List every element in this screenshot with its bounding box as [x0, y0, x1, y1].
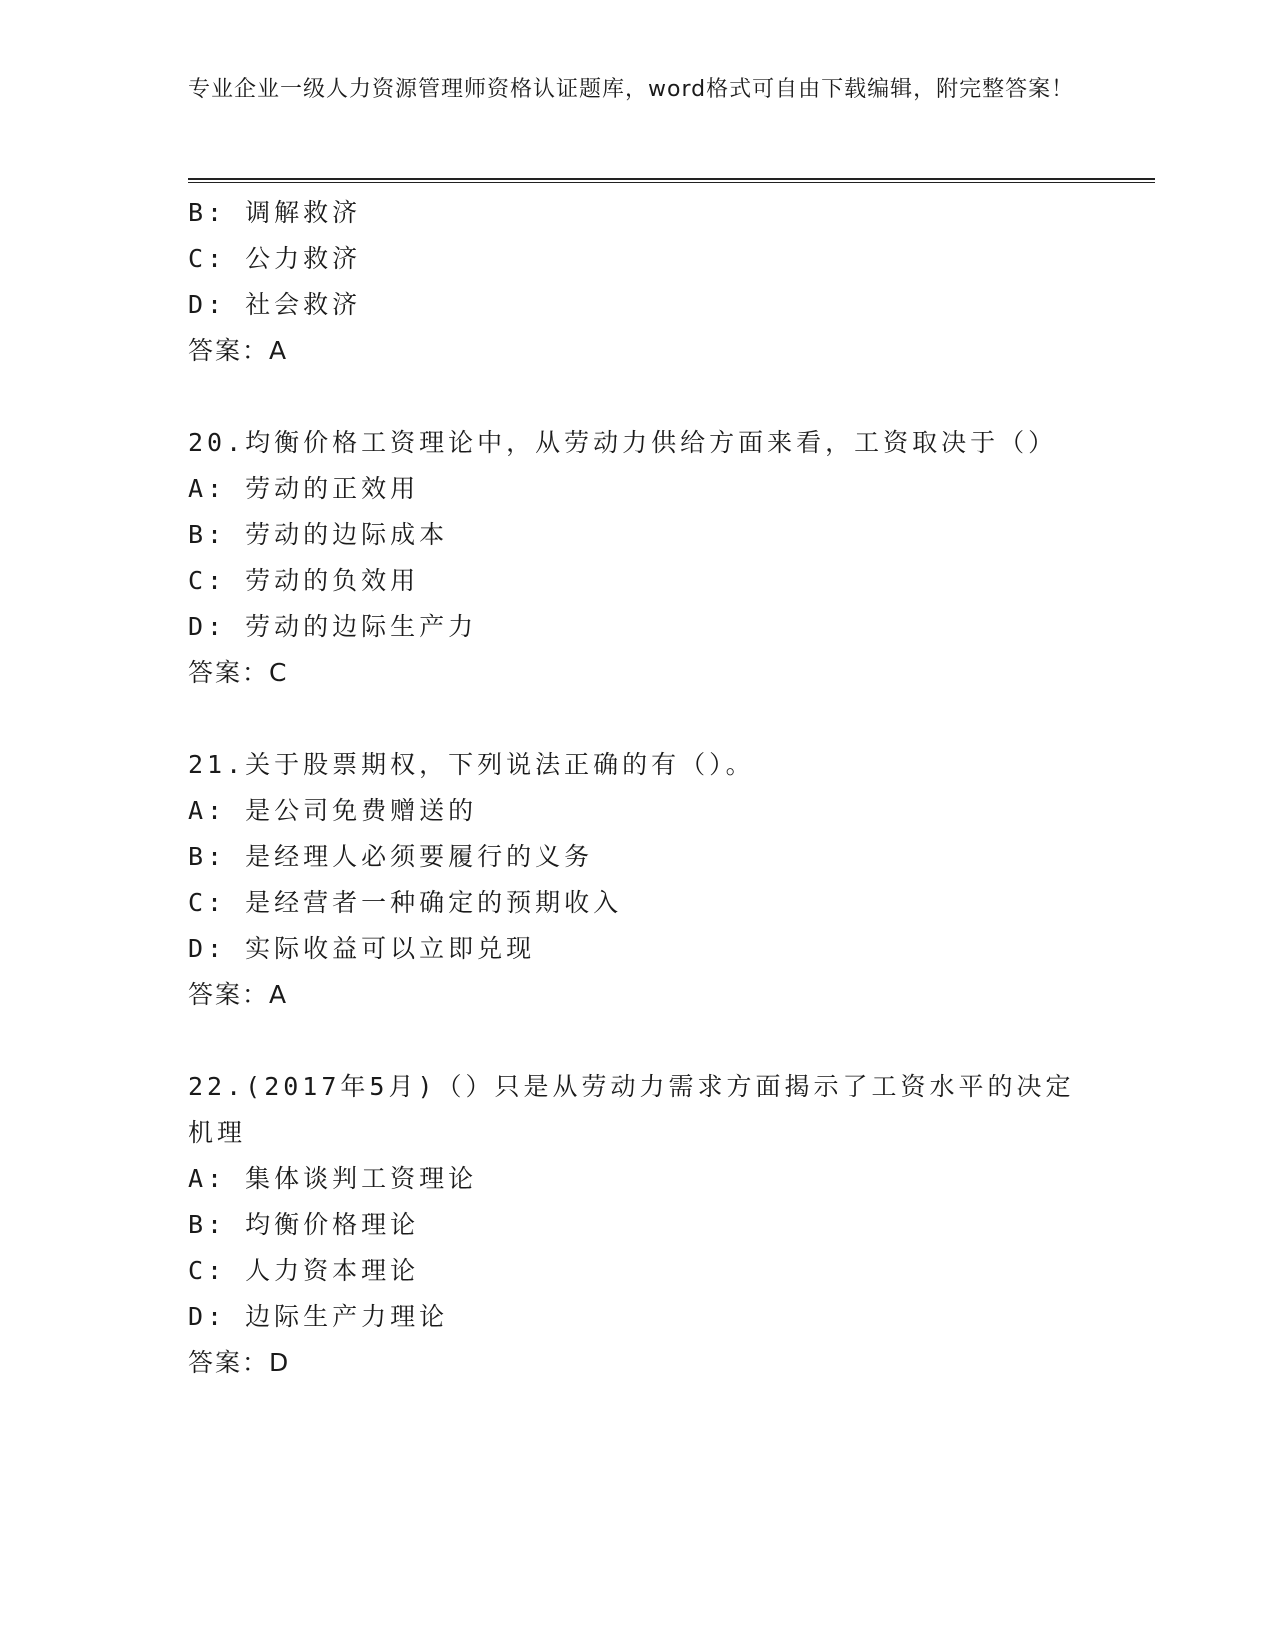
document-header: 专业企业一级人力资源管理师资格认证题库，word格式可自由下载编辑，附完整答案！: [188, 77, 1075, 102]
option-a: A: 是公司免费赠送的: [188, 796, 478, 825]
question-text: 21.关于股票期权，下列说法正确的有（）。: [188, 750, 755, 779]
option-c: C: 是经营者一种确定的预期收入: [188, 888, 623, 917]
spacer: [188, 374, 1088, 420]
question-text: 22.(2017年5月)（）只是从劳动力需求方面揭示了工资水平的决定机理: [188, 1072, 1075, 1147]
question-list: [188, 190, 1088, 1386]
option-d: D: 劳动的边际生产力: [188, 612, 478, 641]
question-22: [188, 1064, 1088, 1386]
question-20: [188, 420, 1088, 696]
answer-line: 答案：A: [188, 336, 289, 365]
header-divider: [188, 178, 1155, 183]
question-21: [188, 742, 1088, 1018]
answer-line: 答案：C: [188, 658, 289, 687]
option-d: D: 社会救济: [188, 290, 362, 319]
option-b: B: 是经理人必须要履行的义务: [188, 842, 594, 871]
answer-line: 答案：D: [188, 1348, 291, 1377]
question-text: 20.均衡价格工资理论中，从劳动力供给方面来看，工资取决于（）: [188, 428, 1058, 457]
option-d: D: 实际收益可以立即兑现: [188, 934, 536, 963]
spacer: [188, 696, 1088, 742]
option-c: C: 劳动的负效用: [188, 566, 420, 595]
option-b: B: 均衡价格理论: [188, 1210, 420, 1239]
option-c: C: 人力资本理论: [188, 1256, 420, 1285]
spacer: [188, 1018, 1088, 1064]
option-c: C: 公力救济: [188, 244, 362, 273]
option-d: D: 边际生产力理论: [188, 1302, 449, 1331]
option-a: A: 集体谈判工资理论: [188, 1164, 478, 1193]
answer-line: 答案：A: [188, 980, 289, 1009]
option-b: B: 劳动的边际成本: [188, 520, 449, 549]
option-b: B: 调解救济: [188, 198, 362, 227]
option-a: A: 劳动的正效用: [188, 474, 420, 503]
